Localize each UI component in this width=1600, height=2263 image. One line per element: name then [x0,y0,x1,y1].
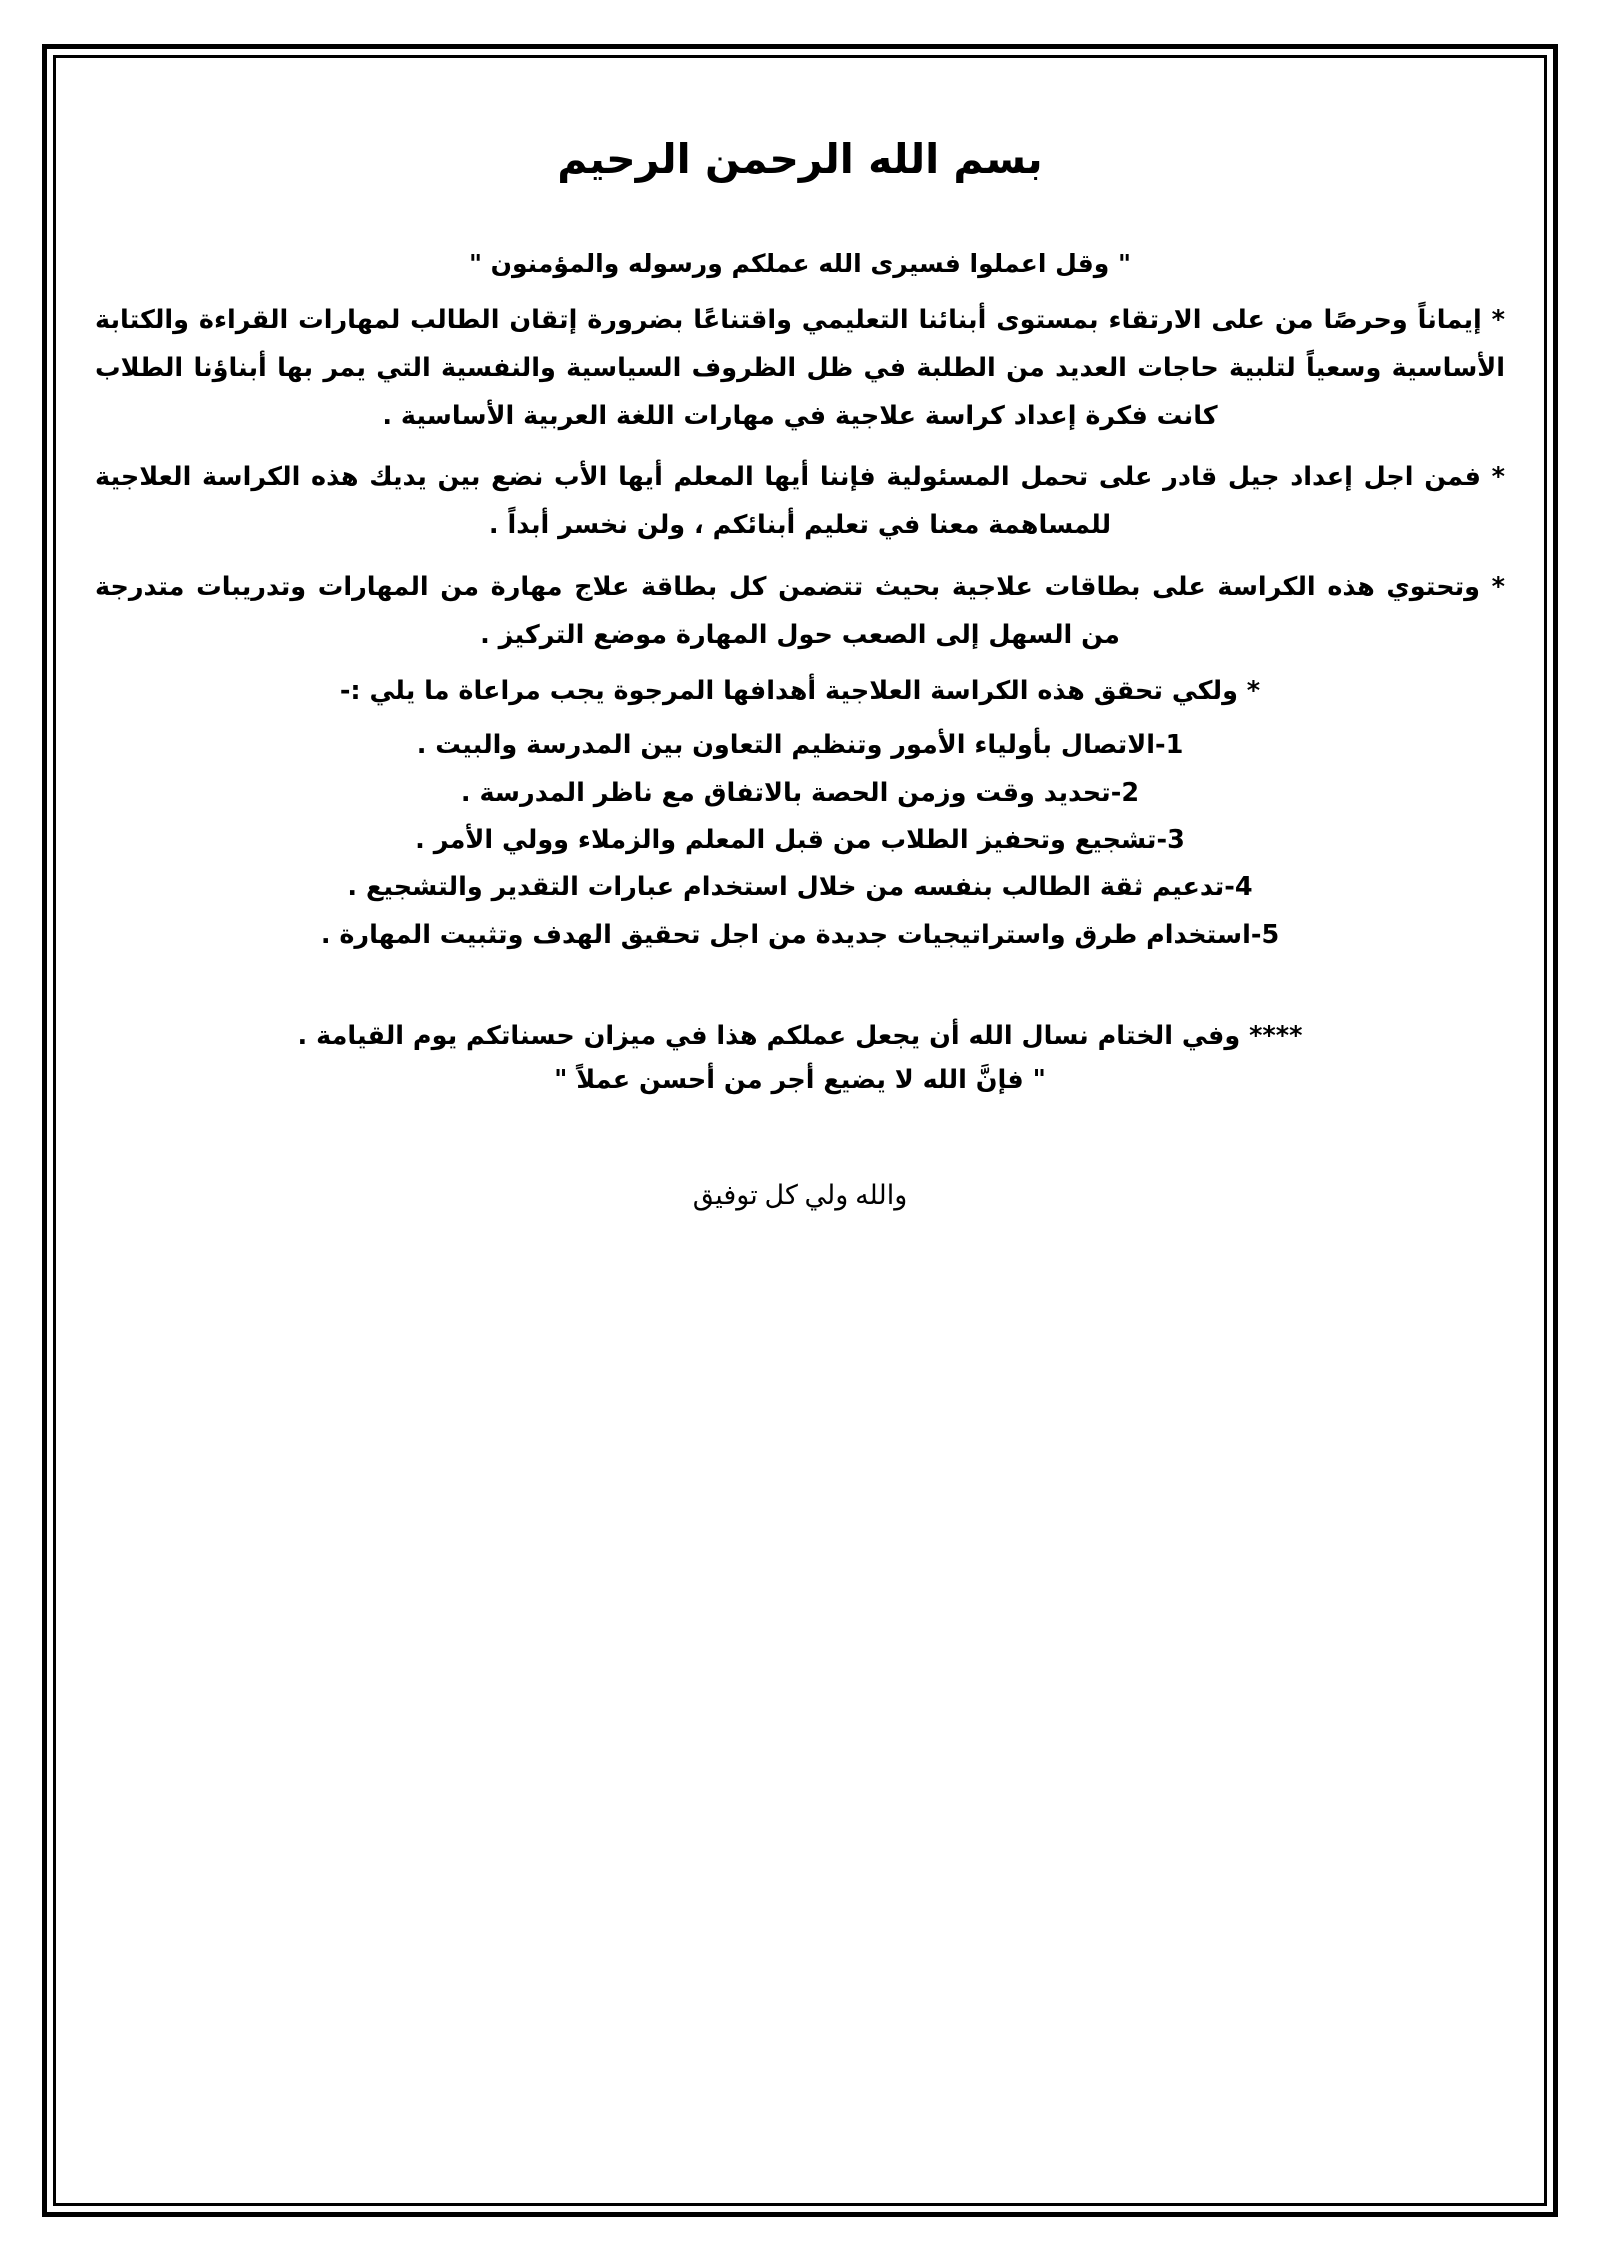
list-item: 2-تحديد وقت وزمن الحصة بالاتفاق مع ناظر المدرسة . [460,777,1140,808]
list-item: 4-تدعيم ثقة الطالب بنفسه من خلال استخدام عبارات التقدير والتشجيع . [347,872,1253,903]
document-content [95,108,1505,2173]
closing-section [95,1015,1505,1215]
paragraph-list-intro: * ولكي تحقق هذه الكراسة العلاجية أهدافها المرجوة يجب مراعاة ما يلي :- [339,676,1261,707]
quran-verse: " وقل اعملوا فسيرى الله عملكم ورسوله والمؤمنون " [468,249,1132,279]
list-item: 5-استخدام طرق واستراتيجيات جديدة من اجل تحقيق الهدف وتثبيت المهارة . [320,919,1280,950]
closing-quote: " فإنَّ الله لا يضيع أجر من أحسن عملاً " [554,1065,1046,1096]
closing-prayer: **** وفي الختام نسال الله أن يجعل عملكم هذا في ميزان حسناتكم يوم القيامة . [297,1021,1303,1052]
page-title: بسم الله الرحمن الرحيم [557,135,1043,183]
signature-line: والله ولي كل توفيق [692,1179,908,1210]
list-item: 3-تشجيع وتحفيز الطلاب من قبل المعلم والزملاء وولي الأمر . [415,824,1185,855]
numbered-list [95,722,1505,959]
paragraph-appeal-to-teacher-parent: * فمن اجل إعداد جيل قادر على تحمل المسئولية فإننا أيها المعلم أيها الأب نضع بين يديك هذه الكراسة العلاجية للمساهمة معنا في تعليم أبنائكم ، ولن نخسر أبداً . [95,462,1505,541]
list-item: 1-الاتصال بأولياء الأمور وتنظيم التعاون بين المدرسة والبيت . [416,730,1184,761]
paragraph-booklet-contents: * وتحتوي هذه الكراسة على بطاقات علاجية بحيث تتضمن كل بطاقة علاج مهارة من المهارات وتدريبات متدرجة من السهل إلى الصعب حول المهارة موضع التركيز . [95,572,1505,651]
paragraph-intro-rationale: * إيماناً وحرصًا من على الارتقاء بمستوى أبنائنا التعليمي واقتناعًا بضرورة إتقان الطالب لمهارات القراءة والكتابة الأساسية وسعياً لتلبية حاجات العديد من الطلبة في ظل الظروف السياسية والنفسية التي يمر بها أبناؤنا الطلاب كانت فكرة إعداد كراسة علاجية في مهارات اللغة العربية الأساسية . [95,304,1505,431]
